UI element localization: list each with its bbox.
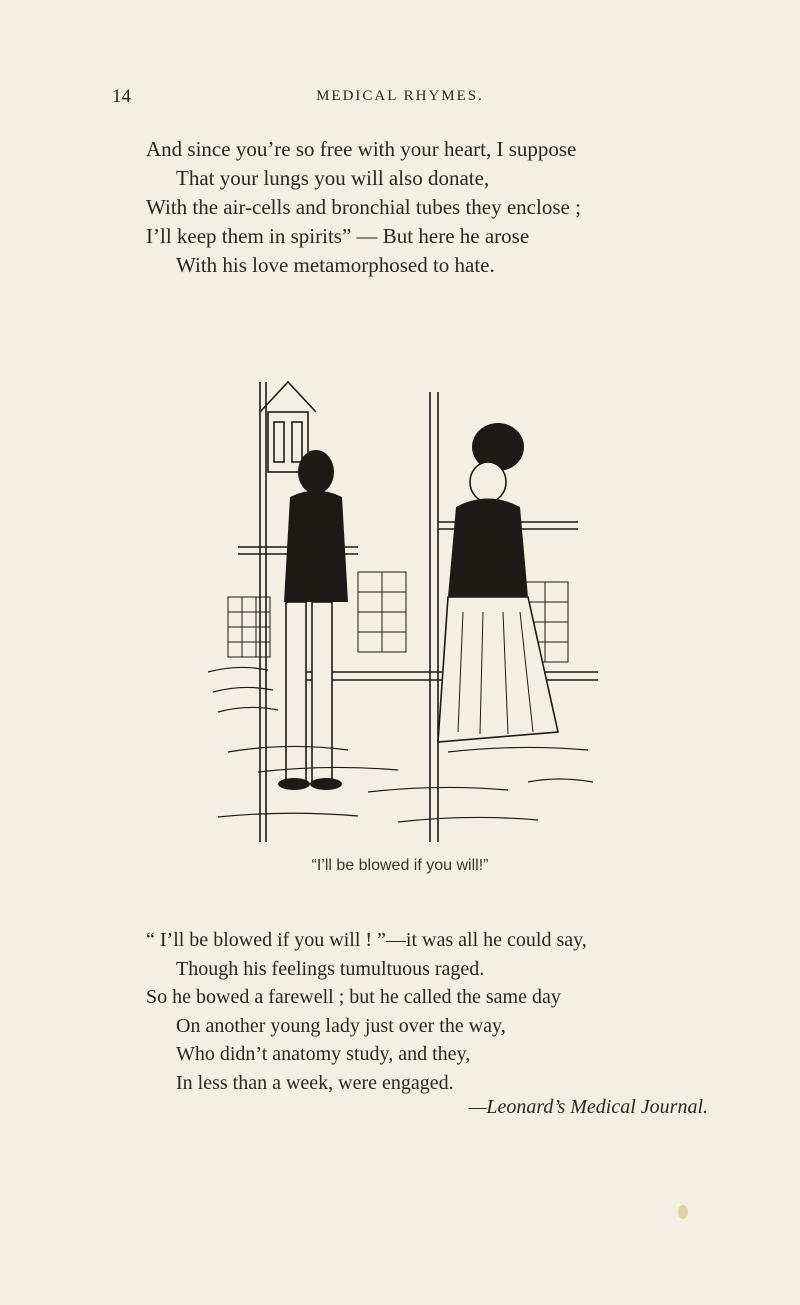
poem-line: On another young lady just over the way, — [176, 1014, 506, 1037]
paper-stain — [678, 1205, 688, 1219]
running-head: MEDICAL RHYMES. — [316, 88, 484, 104]
poem-line: With his love metamorphosed to hate. — [176, 253, 495, 277]
poem-line: In less than a week, were engaged. — [176, 1071, 454, 1094]
stanza-2 — [146, 926, 587, 1097]
engraving-illustration — [198, 372, 598, 842]
poem-line: With the air-cells and bronchial tubes they enclose ; — [146, 195, 581, 219]
illustration-caption: “I’ll be blowed if you will!” — [311, 857, 489, 874]
page-number: 14 — [112, 86, 131, 107]
poem-line: That your lungs you will also donate, — [176, 166, 490, 190]
poem-line: And since you’re so free with your heart, I suppose — [146, 137, 577, 161]
poem-line: “ I’ll be blowed if you will ! ”—it was all he could say, — [146, 929, 587, 951]
attribution: —Leonard’s Medical Journal. — [468, 1096, 708, 1118]
poem-line: Who didn’t anatomy study, and they, — [176, 1043, 471, 1065]
poem-line: I’ll keep them in spirits” — But here he arose — [146, 224, 530, 248]
stanza-1 — [146, 135, 581, 280]
poem-line: So he bowed a farewell ; but he called the same day — [146, 986, 561, 1008]
poem-line: Though his feelings tumultuous raged. — [176, 957, 485, 980]
